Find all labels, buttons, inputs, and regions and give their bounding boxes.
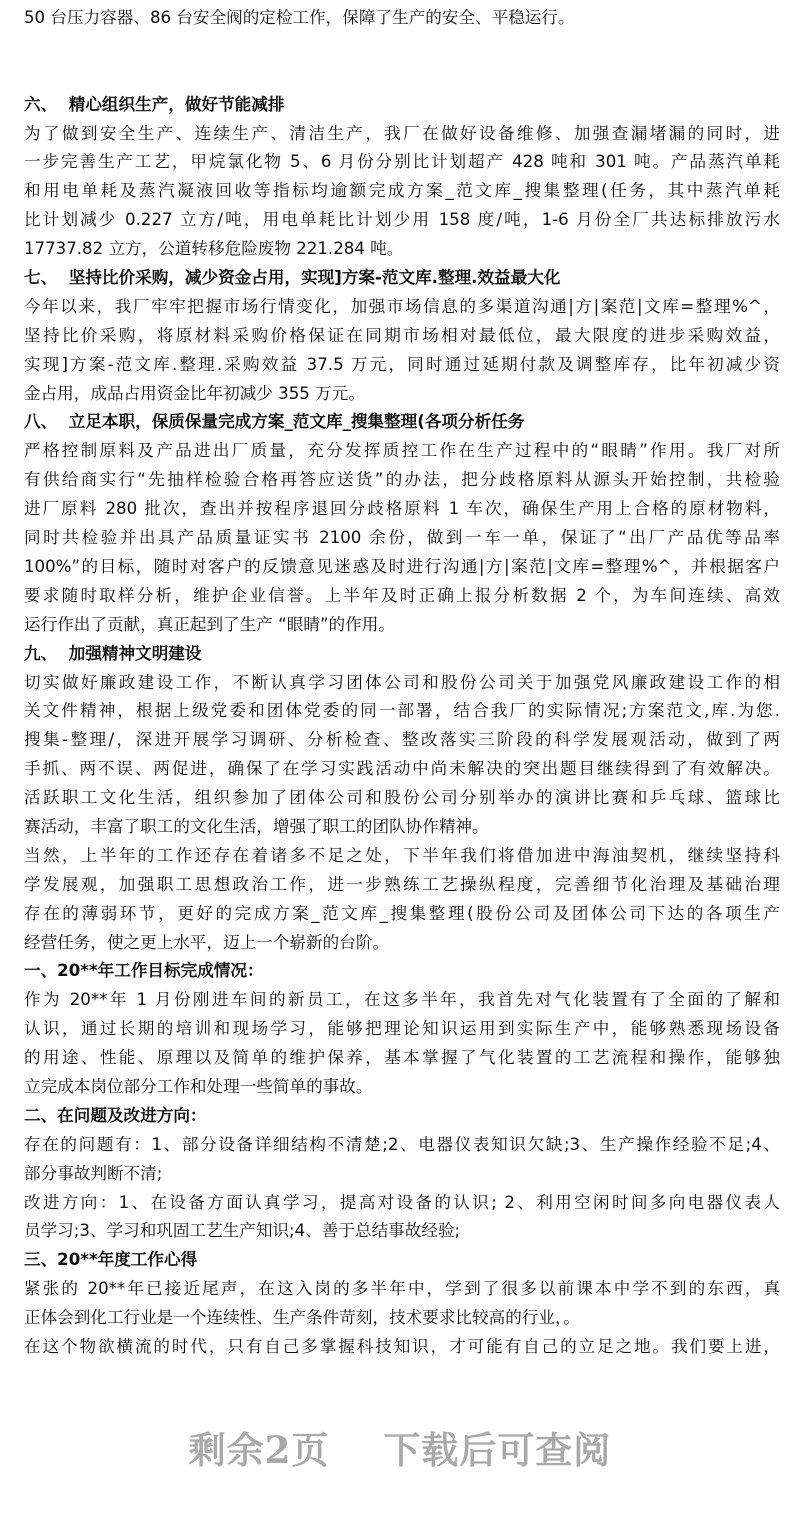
text-line: 部分事故判断不清; [24,1163,163,1183]
paragraph [24,4,780,33]
paragraph [24,1275,780,1333]
text-line: 九、 加强精神文明建设 [24,643,202,663]
paragraph [24,1131,780,1189]
text-line: 进厂原料 280 批次，查出并按程序退回分歧格原料 1 车次，确保生产用上合格的原材物料， [24,499,780,519]
text-line: 学发展观，加强职工思想政治工作，进一步熟练工艺操纵程度，完善细节化治理及基础治理 [24,874,780,894]
text-line: 严格控制原料及产品进出厂质量，充分发挥质控工作在生产过程中的“眼睛”作用。我厂对所 [24,441,780,461]
text-line: 同时共检验并出具产品质量证实书 2100 余份，做到一车一单，保证了“出厂产品优等品率 [24,528,780,548]
section-heading [24,1246,780,1275]
text-line: 17737.82 立方，公道转移危险废物 221.284 吨。 [24,239,404,259]
text-line: 赛活动，丰富了职工的文化生活，增强了职工的团队协作精神。 [24,816,489,836]
section-heading [24,957,780,986]
section-heading [24,408,780,437]
text-line: 存在的薄弱环节，更好的完成方案_范文库_搜集整理(股份公司及团体公司下达的各项生产 [24,903,780,923]
text-line: 的用途、性能、原理以及简单的维护保养，基本掌握了气化装置的工艺流程和操作，能够独 [24,1048,780,1068]
text-line: 当然，上半年的工作还存在着诸多不足之处，下半年我们将借加进中海油契机，继续坚持科 [24,845,780,865]
text-line: 作为 20**年 1 月份刚进车间的新员工，在这多半年，我首先对气化装置有了全面的了解和 [24,990,780,1010]
text-line: 有供给商实行“先抽样检验合格再答应送货”的办法，把分歧格原料从源头开始控制，共检验 [24,470,780,490]
text-line: 50 台压力容器、86 台安全阀的定检工作，保障了生产的安全、平稳运行。 [24,8,575,27]
download-to-view-text: 下载后可查阅 [383,1428,612,1472]
text-line: 八、 立足本职，保质保量完成方案_范文库_搜集整理(各项分析任务 [24,412,525,432]
text-line: 一步完善生产工艺，甲烷氯化物 5、6 月份分别比计划超产 428 吨和 301 吨。产品蒸汽单耗 [24,152,780,172]
text-line: 活跃职工文化生活，组织参加了团体公司和股份公司分别举办的演讲比赛和乒乓球、篮球比 [24,788,780,808]
text-line: 为了做到安全生产、连续生产、清洁生产，我厂在做好设备维修、加强查漏堵漏的同时，进 [24,123,780,143]
text-line: 切实做好廉政建设工作，不断认真学习团体公司和股份公司关于加强党风廉政建设工作的相 [24,672,780,692]
text-line: 一、20**年工作目标完成情况： [24,961,264,981]
text-line: 要求随时取样分析，维护企业信誉。上半年及时正确上报分析数据 2 个，为车间连续、高效 [24,585,780,605]
paragraph [24,1189,780,1247]
text-line: 100%”的目标，随时对客户的反馈意见迷惑及时进行沟通|方|案范|文库=整理%^，并根据客户 [24,556,780,576]
text-line: 立完成本岗位部分工作和处理一些简单的事故。 [24,1076,373,1096]
paragraph [24,293,780,409]
text-line: 运行作出了贡献，真正起到了生产 “眼睛”的作用。 [24,614,395,634]
text-line: 手抓、两不误、两促进，确保了在学习实践活动中尚未解决的突出题目继续得到了有效解决。 [24,759,780,779]
section-heading [24,264,780,293]
text-line: 认识，通过长期的培训和现场学习，能够把理论知识运用到实际生产中，能够熟悉现场设备 [24,1019,780,1039]
text-line: 比计划减少 0.227 立方/吨，用电单耗比计划少用 158 度/吨，1-6 月份全厂共达标排放污水 [24,210,780,230]
paragraph [24,842,780,958]
paragraph [24,437,780,639]
text-line: 搜集-整理/，深进开展学习调研、分析检查、整改落实三阶段的科学发展观活动，做到了两 [24,730,780,750]
text-line: 员学习;3、学习和巩固工艺生产知识;4、善于总结事故经验; [24,1221,461,1241]
text-line: 紧张的 20**年已接近尾声，在这入岗的多半年中，学到了很多以前课本中学不到的东西，真 [24,1279,780,1299]
text-line: 三、20**年度工作心得 [24,1250,198,1270]
text-line: 实现]方案-范文库.整理.采购效益 37.5 万元，同时通过延期付款及调整库存，比年初减少资 [24,354,780,374]
text-line: 坚持比价采购，将原材料采购价格保证在同期市场相对最低位，最大限度的进步采购效益， [24,325,780,345]
text-line: 经营任务，使之更上水平，迈上一个崭新的台阶。 [24,932,390,952]
document-body [24,4,780,1362]
text-line: 和用电单耗及蒸汽凝液回收等指标均逾额完成方案_范文库_搜集整理(任务，其中蒸汽单耗 [24,181,780,201]
text-line: 在这个物欲横流的时代，只有自己多掌握科技知识，才可能有自己的立足之地。我们要上进， [24,1336,780,1356]
text-line: 存在的问题有：1、部分设备详细结构不清楚;2、电器仪表知识欠缺;3、生产操作经验不足;4、 [24,1134,780,1154]
text-line: 今年以来，我厂牢牢把握市场行情变化，加强市场信息的多渠道沟通|方|案范|文库=整理%^， [24,296,780,316]
text-line: 二、在问题及改进方向： [24,1105,207,1125]
remaining-pages-text: 剩余2页 [188,1428,330,1472]
section-heading [24,640,780,669]
section-heading [24,91,780,120]
download-prompt[interactable] [0,1420,800,1474]
text-line: 改进方向：1、在设备方面认真学习，提高对设备的认识; 2、利用空闲时间多向电器仪表人 [24,1192,780,1212]
text-line: 关文件精神，根据上级党委和团体党委的同一部署，结合我厂的实际情况;方案范文,库.为您. [24,701,780,721]
paragraph [24,120,780,264]
paragraph [24,669,780,842]
section-heading [24,1102,780,1131]
text-line: 正体会到化工行业是一个连续性、生产条件苛刻，技术要求比较高的行业，。 [24,1308,580,1328]
paragraph [24,1333,780,1362]
text-line: 金占用，成品占用资金比年初减少 355 万元。 [24,383,365,403]
text-line: 七、 坚持比价采购，减少资金占用，实现]方案-范文库.整理.效益最大化 [24,268,561,288]
text-line: 六、 精心组织生产，做好节能减排 [24,94,285,114]
paragraph [24,986,780,1102]
